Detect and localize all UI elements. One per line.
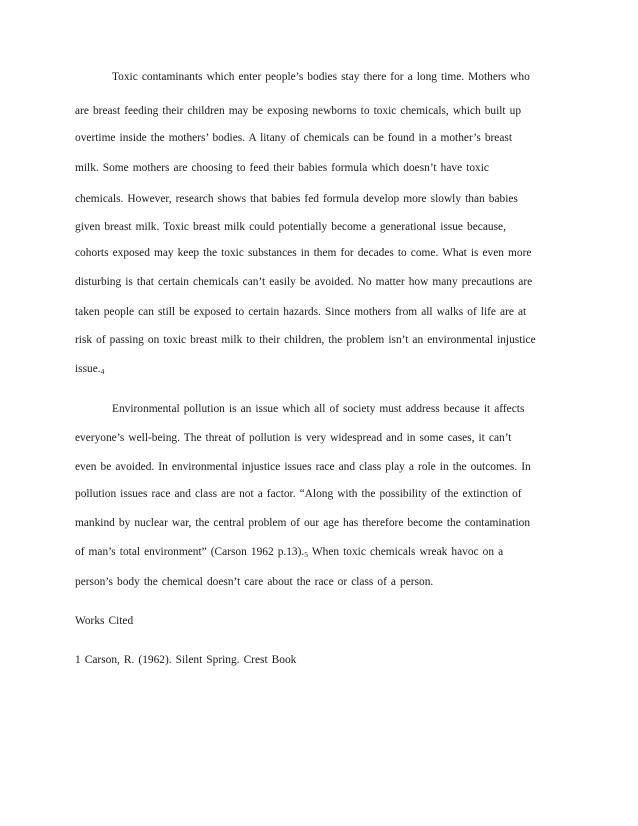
paragraph-2-line-6-before: of man’s total environment” (Carson 1962 p.13). bbox=[75, 546, 305, 558]
paragraph-2-line-3: even be avoided. In environmental injustice issues race and class play a role in the outcomes. In bbox=[75, 461, 531, 473]
paragraph-2-line-1: Environmental pollution is an issue which all of society must address because it affects bbox=[112, 403, 525, 415]
paragraph-1-line-2: are breast feeding their children may be exposing newborns to toxic chemicals, which built up bbox=[75, 105, 522, 117]
paragraph-2-line-4: pollution issues race and class are not a factor. “Along with the possibility of the extinction of bbox=[75, 488, 522, 500]
paragraph-1-line-7: cohorts exposed may keep the toxic substances in them for decades to come. What is even more bbox=[75, 247, 532, 259]
paragraph-1-line-11 bbox=[75, 362, 104, 379]
paragraph-2-line-2: everyone’s well-being. The threat of pollution is very widespread and in some cases, it can’t bbox=[75, 432, 512, 444]
paragraph-1-line-1: Toxic contaminants which enter people’s bodies stay there for a long time. Mothers who bbox=[112, 71, 530, 83]
paragraph-2-line-6 bbox=[75, 545, 503, 562]
paragraph-1-line-5: chemicals. However, research shows that babies fed formula develop more slowly than babies bbox=[75, 193, 518, 205]
footnote-marker-4: 4 bbox=[100, 367, 105, 376]
paragraph-1-line-6: given breast milk. Toxic breast milk could potentially become a generational issue because, bbox=[75, 221, 506, 233]
works-cited-heading: Works Cited bbox=[75, 615, 134, 627]
paragraph-2-line-5: mankind by nuclear war, the central problem of our age has therefore become the contamination bbox=[75, 517, 531, 529]
footnote-marker-5: 5 bbox=[304, 550, 309, 559]
paragraph-1-last-text: issue. bbox=[75, 363, 101, 375]
works-cited-entry-1: 1 Carson, R. (1962). Silent Spring. Crest Book bbox=[75, 654, 297, 666]
paragraph-1-line-4: milk. Some mothers are choosing to feed their babies formula which doesn’t have toxic bbox=[75, 162, 489, 174]
paragraph-2-line-7: person’s body the chemical doesn’t care about the race or class of a person. bbox=[75, 576, 434, 588]
paragraph-1-line-9: taken people can still be exposed to certain hazards. Since mothers from all walks of life are at bbox=[75, 306, 527, 318]
paragraph-1-line-8: disturbing is that certain chemicals can’t easily be avoided. No matter how many precautions are bbox=[75, 276, 533, 288]
paragraph-1-line-3: overtime inside the mothers’ bodies. A litany of chemicals can be found in a mother’s breast bbox=[75, 132, 513, 144]
paragraph-1-line-10: risk of passing on toxic breast milk to their children, the problem isn’t an environmental injustice bbox=[75, 334, 536, 346]
paragraph-2-line-6-after: When toxic chemicals wreak havoc on a bbox=[308, 546, 504, 558]
